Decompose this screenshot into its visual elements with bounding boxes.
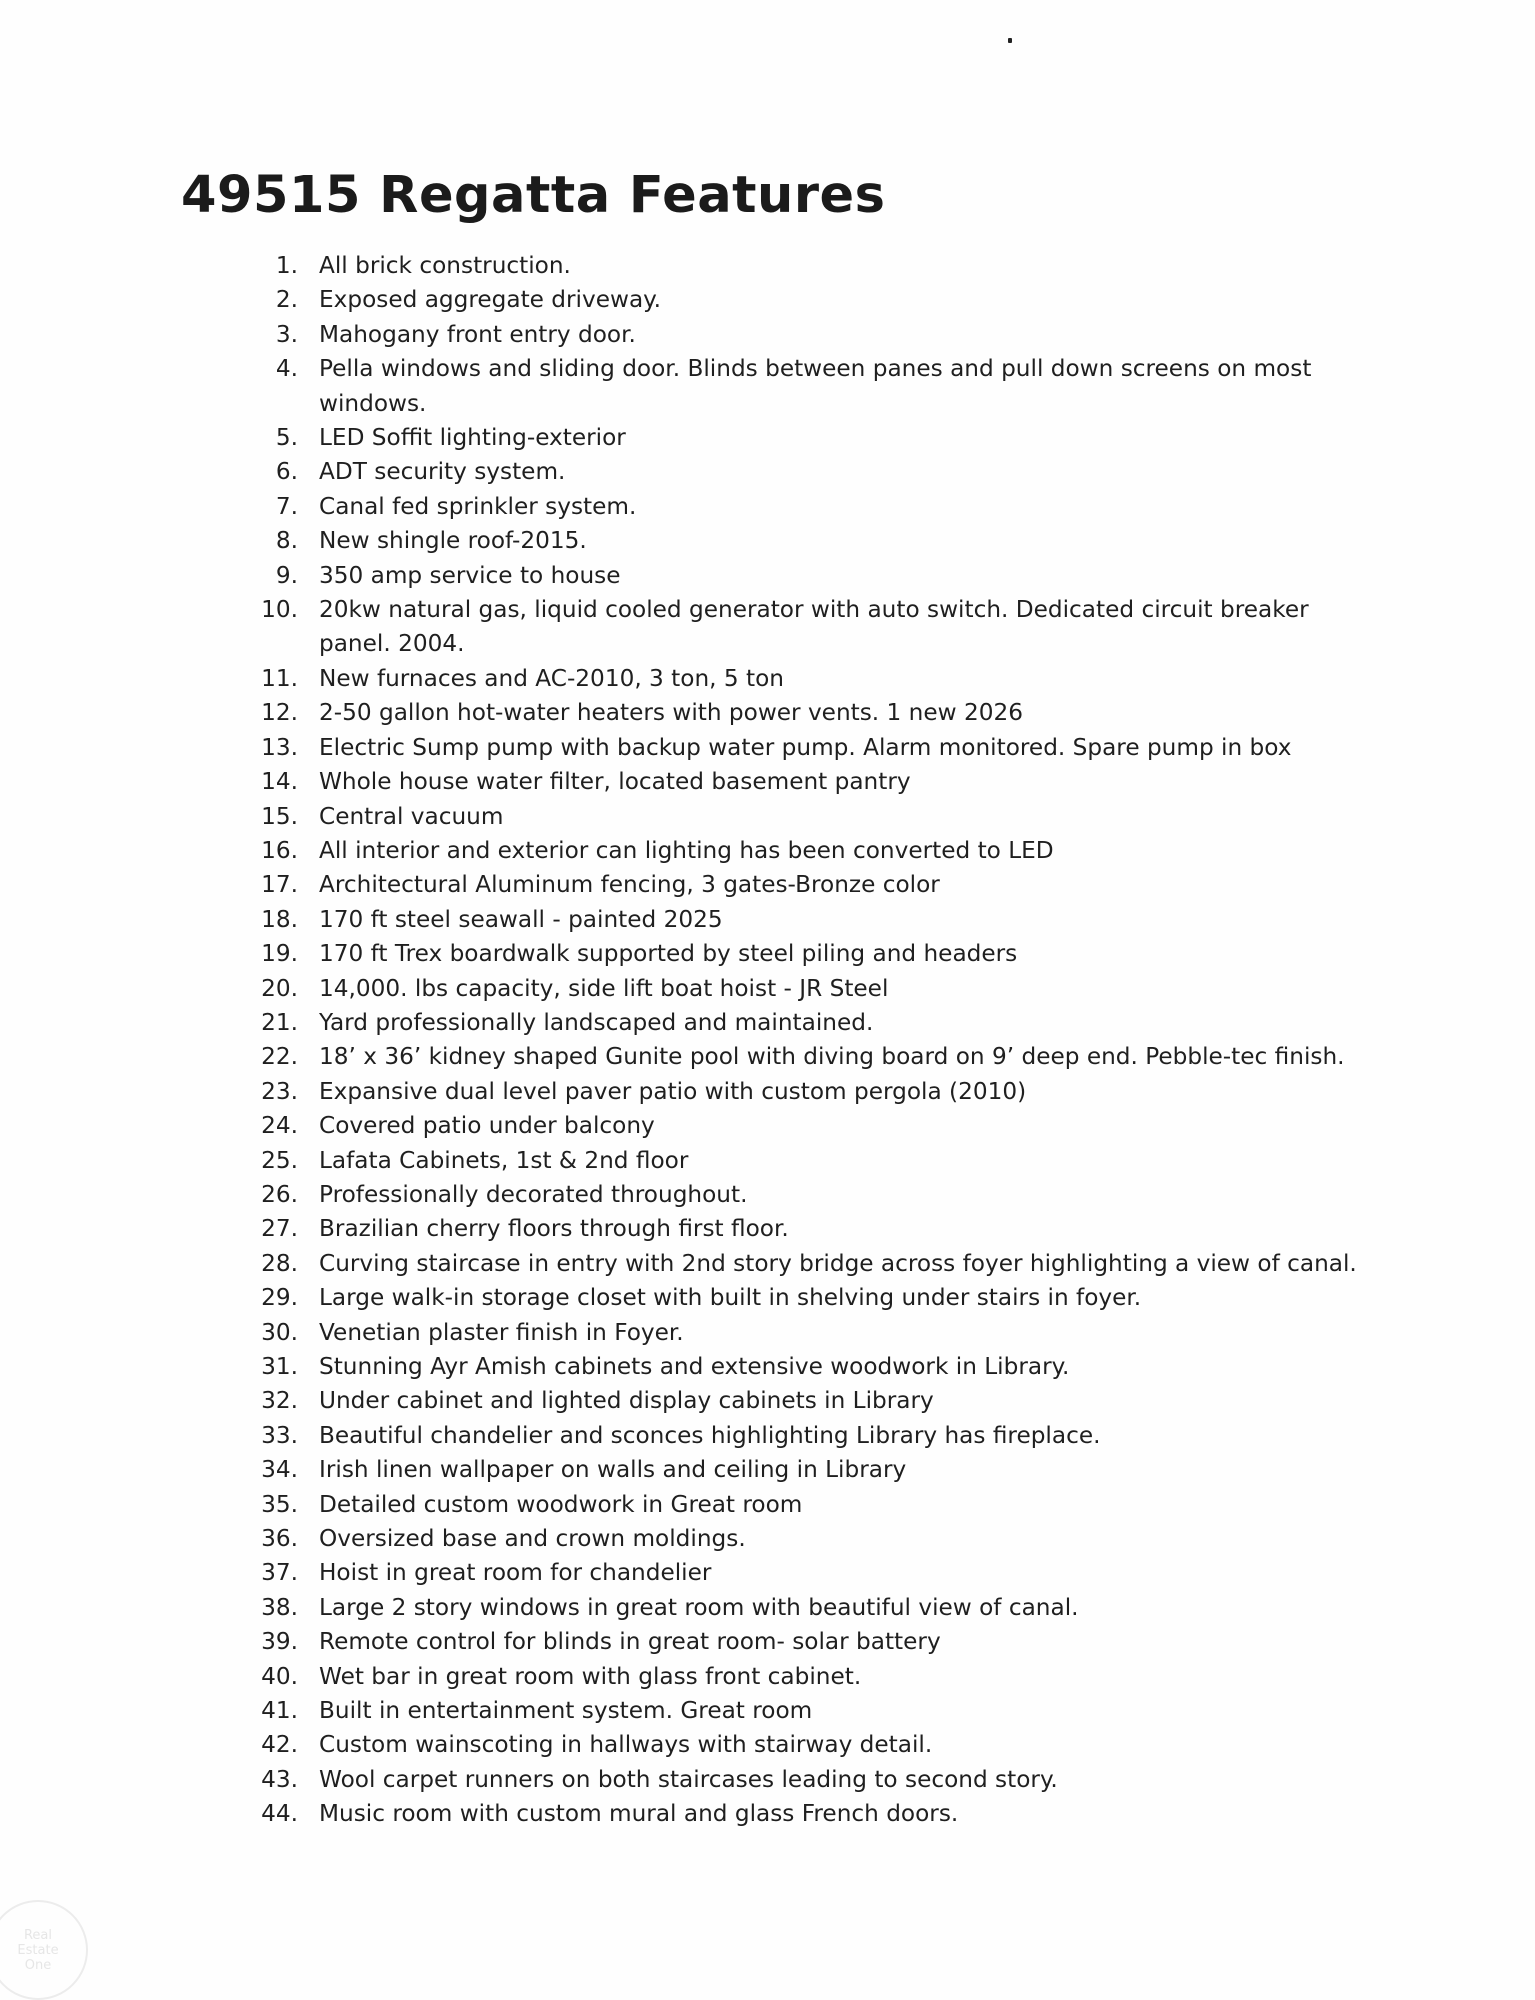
list-item-text: Hoist in great room for chandelier (319, 1559, 712, 1587)
list-item-text: 18’ x 36’ kidney shaped Gunite pool with diving board on 9’ deep end. Pebble-tec finish. (319, 1043, 1345, 1071)
list-item-number: 31. (261, 1353, 298, 1380)
list-item-number: 27. (261, 1215, 298, 1243)
list-item-number: 7. (275, 492, 298, 520)
list-item-text: Mahogany front entry door. (319, 320, 636, 348)
list-item (0, 972, 1379, 1006)
list-item (0, 1763, 1379, 1797)
list-item (0, 249, 1379, 283)
list-item-number: 26. (261, 1180, 298, 1208)
list-item (0, 1040, 1379, 1074)
list-item-number: 4. (275, 355, 298, 383)
list-item (0, 1316, 1379, 1350)
list-item (0, 524, 1379, 558)
list-item-text: All brick construction. (319, 252, 571, 279)
list-item-number: 3. (275, 320, 298, 348)
list-item (0, 834, 1379, 868)
list-item (0, 937, 1379, 971)
page-title: 49515 Regatta Features (181, 166, 886, 225)
list-item-number: 19. (261, 940, 298, 968)
list-item-number: 13. (261, 733, 298, 761)
list-item (0, 1075, 1379, 1109)
list-item (0, 283, 1379, 317)
list-item-text: Pella windows and sliding door. Blinds between panes and pull down screens on most windows. (319, 355, 1312, 417)
list-item-text: Detailed custom woodwork in Great room (319, 1490, 803, 1518)
list-item-number: 23. (261, 1077, 298, 1105)
list-item-number: 38. (261, 1593, 298, 1621)
list-item-text: Curving staircase in entry with 2nd story bridge across foyer highlighting a view of canal. (319, 1249, 1357, 1277)
list-item (0, 1625, 1379, 1659)
list-item-text: 170 ft steel seawall - painted 2025 (319, 905, 723, 933)
list-item-text: Built in entertainment system. Great room (319, 1697, 813, 1725)
list-item-text: Oversized base and crown moldings. (319, 1525, 746, 1553)
list-item (0, 1281, 1379, 1315)
list-item-text: Large walk-in storage closet with built in shelving under stairs in foyer. (319, 1284, 1142, 1312)
list-item-text: Electric Sump pump with backup water pump. Alarm monitored. Spare pump in box (319, 733, 1292, 761)
list-item-text: Venetian plaster finish in Foyer. (319, 1318, 684, 1346)
list-item-number: 24. (261, 1112, 298, 1140)
list-item (0, 1247, 1379, 1281)
list-item-text: Brazilian cherry floors through first floor. (319, 1215, 789, 1243)
list-item (0, 1350, 1379, 1384)
list-item-number: 25. (261, 1146, 298, 1174)
list-item-number: 30. (261, 1318, 298, 1346)
list-item-number: 41. (261, 1697, 298, 1725)
list-item-text: All interior and exterior can lighting has been converted to LED (319, 836, 1054, 864)
list-item (0, 559, 1379, 593)
list-item-text: Large 2 story windows in great room with beautiful view of canal. (319, 1593, 1079, 1621)
list-item (0, 1556, 1379, 1590)
list-item-text: Beautiful chandelier and sconces highlighting Library has fireplace. (319, 1421, 1101, 1449)
list-item (0, 1453, 1379, 1487)
list-item (0, 1212, 1379, 1246)
list-item (0, 1591, 1379, 1625)
list-item-number: 10. (261, 596, 298, 624)
list-item (0, 903, 1379, 937)
list-item-number: 9. (275, 561, 298, 589)
watermark-seal: Real Estate One (0, 1900, 88, 2000)
list-item (0, 593, 1379, 662)
list-item-text: Irish linen wallpaper on walls and ceiling in Library (319, 1456, 907, 1484)
list-item (0, 696, 1379, 730)
list-item-text: 350 amp service to house (319, 561, 621, 589)
list-item-text: Wet bar in great room with glass front cabinet. (319, 1662, 862, 1690)
list-item-number: 21. (261, 1008, 298, 1036)
list-item-text: LED Soffit lighting-exterior (319, 424, 626, 452)
list-item-text: Custom wainscoting in hallways with stairway detail. (319, 1731, 933, 1759)
list-item (0, 490, 1379, 524)
list-item (0, 1384, 1379, 1418)
list-item-text: Lafata Cabinets, 1st & 2nd floor (319, 1146, 689, 1174)
list-item-text: Remote control for blinds in great room- solar battery (319, 1628, 941, 1656)
list-item-number: 17. (261, 871, 298, 899)
list-item-text: Exposed aggregate driveway. (319, 286, 661, 314)
list-item-number: 33. (261, 1421, 298, 1449)
list-item (0, 1144, 1379, 1178)
list-item-number: 1. (275, 252, 298, 279)
list-item (0, 352, 1379, 421)
list-item-text: Expansive dual level paver patio with custom pergola (2010) (319, 1077, 1027, 1105)
list-item-text: Yard professionally landscaped and maintained. (319, 1008, 874, 1036)
list-item (0, 1419, 1379, 1453)
list-item-number: 37. (261, 1559, 298, 1587)
features-list (0, 249, 1535, 1832)
list-item-text: ADT security system. (319, 458, 566, 486)
list-item-text: Covered patio under balcony (319, 1112, 655, 1140)
list-item-number: 28. (261, 1249, 298, 1277)
list-item-number: 12. (261, 699, 298, 727)
list-item-number: 16. (261, 836, 298, 864)
list-item (0, 765, 1379, 799)
list-item (0, 800, 1379, 834)
list-item-text: 2-50 gallon hot-water heaters with power vents. 1 new 2026 (319, 699, 1023, 727)
list-item-number: 5. (275, 424, 298, 452)
list-item-number: 6. (275, 458, 298, 486)
list-item-text: 170 ft Trex boardwalk supported by steel piling and headers (319, 940, 1018, 968)
list-item-text: 14,000. lbs capacity, side lift boat hoist - JR Steel (319, 974, 889, 1002)
list-item (0, 318, 1379, 352)
scan-speck (1008, 38, 1012, 43)
list-item-text: Architectural Aluminum fencing, 3 gates-Bronze color (319, 871, 940, 899)
list-item (0, 421, 1379, 455)
list-item-number: 11. (261, 664, 298, 692)
list-item (0, 1178, 1379, 1212)
list-item (0, 1660, 1379, 1694)
list-item-number: 2. (275, 286, 298, 314)
list-item-number: 20. (261, 974, 298, 1002)
list-item-text: Music room with custom mural and glass French doors. (319, 1800, 959, 1828)
list-item (0, 1006, 1379, 1040)
list-item-text: Central vacuum (319, 802, 504, 830)
list-item (0, 1694, 1379, 1728)
list-item-number: 39. (261, 1628, 298, 1656)
list-item-text: Whole house water filter, located basement pantry (319, 768, 911, 796)
list-item-number: 34. (261, 1456, 298, 1484)
list-item-text: Under cabinet and lighted display cabinets in Library (319, 1387, 934, 1415)
list-item-text: Stunning Ayr Amish cabinets and extensive woodwork in Library. (319, 1353, 1070, 1380)
list-item (0, 1797, 1379, 1831)
list-item-text: 20kw natural gas, liquid cooled generator with auto switch. Dedicated circuit breaker panel. 2004. (319, 596, 1309, 658)
list-item (0, 1488, 1379, 1522)
list-item-number: 18. (261, 905, 298, 933)
list-item-number: 22. (261, 1043, 298, 1071)
list-item (0, 731, 1379, 765)
list-item (0, 455, 1379, 489)
list-item (0, 1109, 1379, 1143)
list-item-number: 35. (261, 1490, 298, 1518)
list-item-number: 43. (261, 1765, 298, 1793)
list-item-number: 15. (261, 802, 298, 830)
list-item-text: Wool carpet runners on both staircases leading to second story. (319, 1765, 1058, 1793)
list-item (0, 1522, 1379, 1556)
list-item-text: Canal fed sprinkler system. (319, 492, 637, 520)
list-item (0, 868, 1379, 902)
list-item-number: 14. (261, 768, 298, 796)
list-item-number: 29. (261, 1284, 298, 1312)
list-item (0, 1728, 1379, 1762)
list-item-text: Professionally decorated throughout. (319, 1180, 748, 1208)
list-item-number: 40. (261, 1662, 298, 1690)
list-item-number: 8. (275, 527, 298, 555)
list-item-number: 42. (261, 1731, 298, 1759)
list-item-number: 32. (261, 1387, 298, 1415)
list-item-text: New furnaces and AC-2010, 3 ton, 5 ton (319, 664, 784, 692)
list-item-number: 44. (261, 1800, 298, 1828)
list-item-number: 36. (261, 1525, 298, 1553)
list-item-text: New shingle roof-2015. (319, 527, 587, 555)
list-item (0, 662, 1379, 696)
